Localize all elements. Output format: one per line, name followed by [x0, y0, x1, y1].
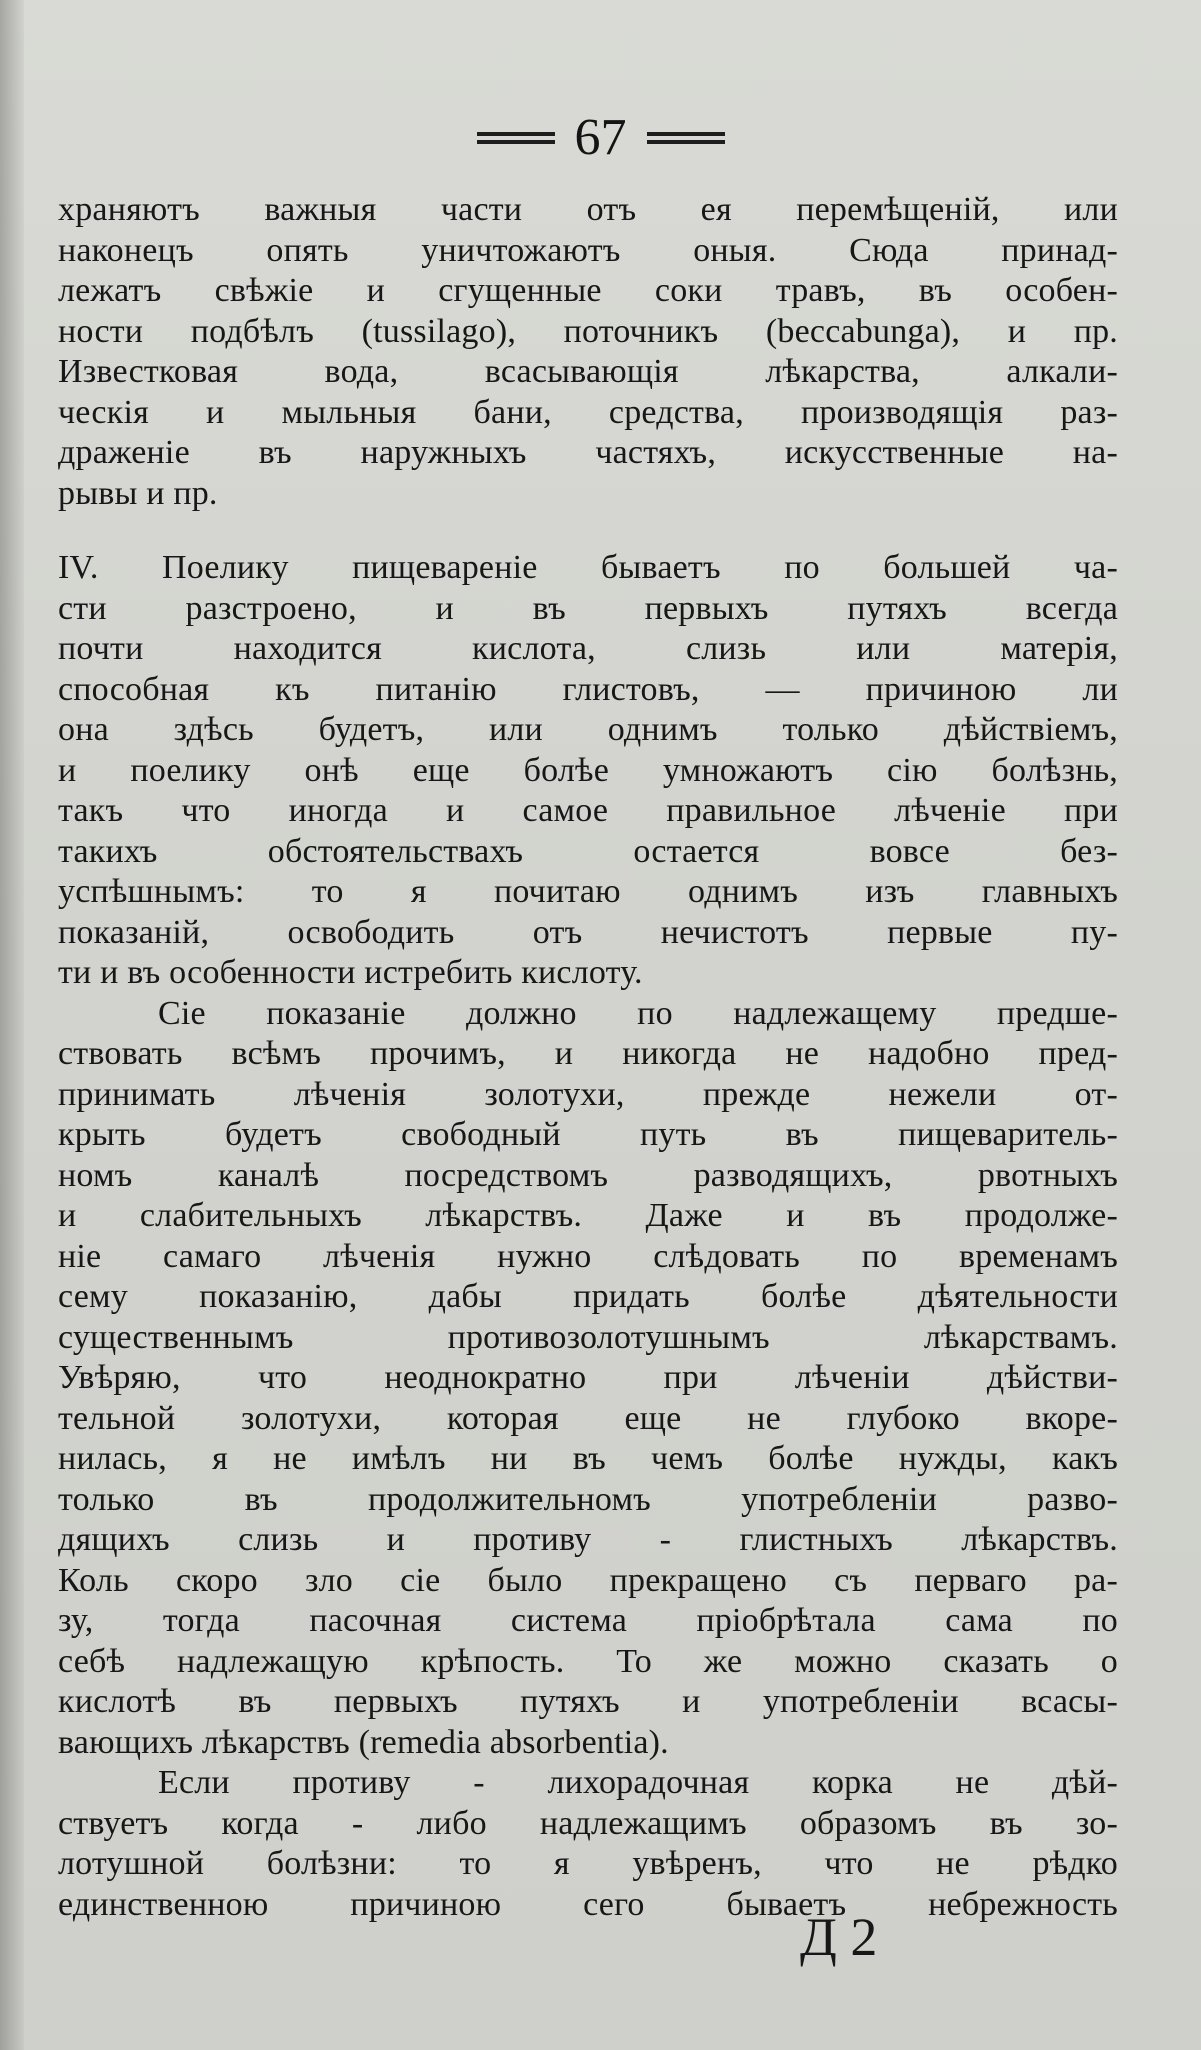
header-rule-right: [647, 129, 725, 147]
text-line: ти и въ особенности истребить кислоту.: [58, 954, 643, 991]
text-line: почти находится кислота, слизь или матерія,: [58, 630, 1118, 667]
text-line: дящихъ слизь и противу - глистныхъ лѣкарствъ.: [58, 1521, 1118, 1558]
text-line: способная къ питанію глистовъ, — причиною ли: [58, 670, 1118, 708]
header-rule-left: [477, 129, 555, 147]
text-line: номъ каналѣ посредствомъ разводящихъ, рвотныхъ: [58, 1156, 1118, 1194]
paragraph-4: [58, 1763, 1118, 1925]
text-line: крыть будетъ свободный путь въ пищеваритель-: [58, 1116, 1118, 1153]
text-line: драженіе въ наружныхъ частяхъ, искусственные на-: [58, 434, 1118, 471]
text-line: успѣшнымъ: то я почитаю однимъ изъ главныхъ: [58, 873, 1118, 910]
text-body: [58, 190, 1118, 1925]
text-line: единственною причиною сего бываетъ небрежность: [58, 1885, 1118, 1923]
text-line: она здѣсь будетъ, или однимъ только дѣйствіемъ,: [58, 711, 1118, 748]
text-line: ніе самаго лѣченія нужно слѣдовать по временамъ: [58, 1237, 1118, 1275]
text-line: Известковая вода, всасывающія лѣкарства, алкали-: [58, 353, 1118, 390]
paragraph-1: [58, 190, 1118, 514]
text-line: Если противу - лихорадочная корка не дѣй-: [158, 1764, 1118, 1801]
text-line: только въ продолжительномъ употребленіи разво-: [58, 1480, 1118, 1518]
text-line: ческія и мыльныя бани, средства, производящія раз-: [58, 393, 1118, 431]
text-line: показаній, освободить отъ нечистотъ первые пу-: [58, 913, 1118, 951]
text-line: IV. Поелику пищевареніе бываетъ по большей ча-: [58, 549, 1118, 586]
text-line: вающихъ лѣкарствъ (remedia absorbentia).: [58, 1723, 669, 1761]
text-line: лежатъ свѣжіе и сгущенные соки травъ, въ особен-: [58, 272, 1118, 309]
text-line: нилась, я не имѣлъ ни въ чемъ болѣе нужды, какъ: [58, 1440, 1118, 1477]
text-line: такихъ обстоятельствахъ остается вовсе без-: [58, 832, 1118, 870]
text-line: принимать лѣченія золотухи, прежде нежели от-: [58, 1075, 1118, 1113]
text-line: храняютъ важныя части отъ ея перемѣщеній, или: [58, 191, 1118, 228]
text-line: лотушной болѣзни: то я увѣренъ, что не рѣдко: [58, 1845, 1118, 1882]
text-line: существеннымъ противозолотушнымъ лѣкарствамъ.: [58, 1318, 1118, 1356]
text-line: ствовать всѣмъ прочимъ, и никогда не надобно пред-: [58, 1035, 1118, 1072]
text-line: сему показанію, дабы придать болѣе дѣятельности: [58, 1278, 1118, 1315]
text-line: и слабительныхъ лѣкарствъ. Даже и въ продолже-: [58, 1197, 1118, 1234]
text-line: ности подбѣлъ (tussilago), поточникъ (beccabunga), и пр.: [58, 312, 1118, 350]
text-line: наконецъ опять уничтожаютъ оныя. Сюда принад-: [58, 231, 1118, 269]
paragraph-3: [58, 994, 1118, 1764]
text-line: ствуетъ когда - либо надлежащимъ образомъ въ зо-: [58, 1804, 1118, 1842]
text-line: рывы и пр.: [58, 474, 218, 512]
page-number: 67: [574, 109, 627, 166]
text-line: такъ что иногда и самое правильное лѣченіе при: [58, 792, 1118, 829]
text-line: кислотѣ въ первыхъ путяхъ и употребленіи всасы-: [58, 1683, 1118, 1720]
paragraph-gap: [58, 514, 1118, 548]
page-header: [0, 108, 1201, 168]
text-line: Увѣряю, что неоднократно при лѣченіи дѣйстви-: [58, 1359, 1118, 1396]
text-line: Сіе показаніе должно по надлежащему предше-: [158, 994, 1118, 1032]
text-line: и поелику онѣ еще болѣе умножаютъ сію болѣзнь,: [58, 751, 1118, 789]
text-line: сти разстроено, и въ первыхъ путяхъ всегда: [58, 589, 1118, 627]
paragraph-2: [58, 548, 1118, 994]
text-line: зу, тогда пасочная система пріобрѣтала сама по: [58, 1602, 1118, 1639]
text-line: тельной золотухи, которая еще не глубоко вкоре-: [58, 1399, 1118, 1437]
signature-mark: Д 2: [800, 1907, 878, 1967]
text-line: Коль скоро зло сіе было прекращено съ перваго ра-: [58, 1561, 1118, 1599]
page-left-shadow: [0, 0, 24, 2050]
text-line: себѣ надлежащую крѣпость. То же можно сказать о: [58, 1642, 1118, 1680]
